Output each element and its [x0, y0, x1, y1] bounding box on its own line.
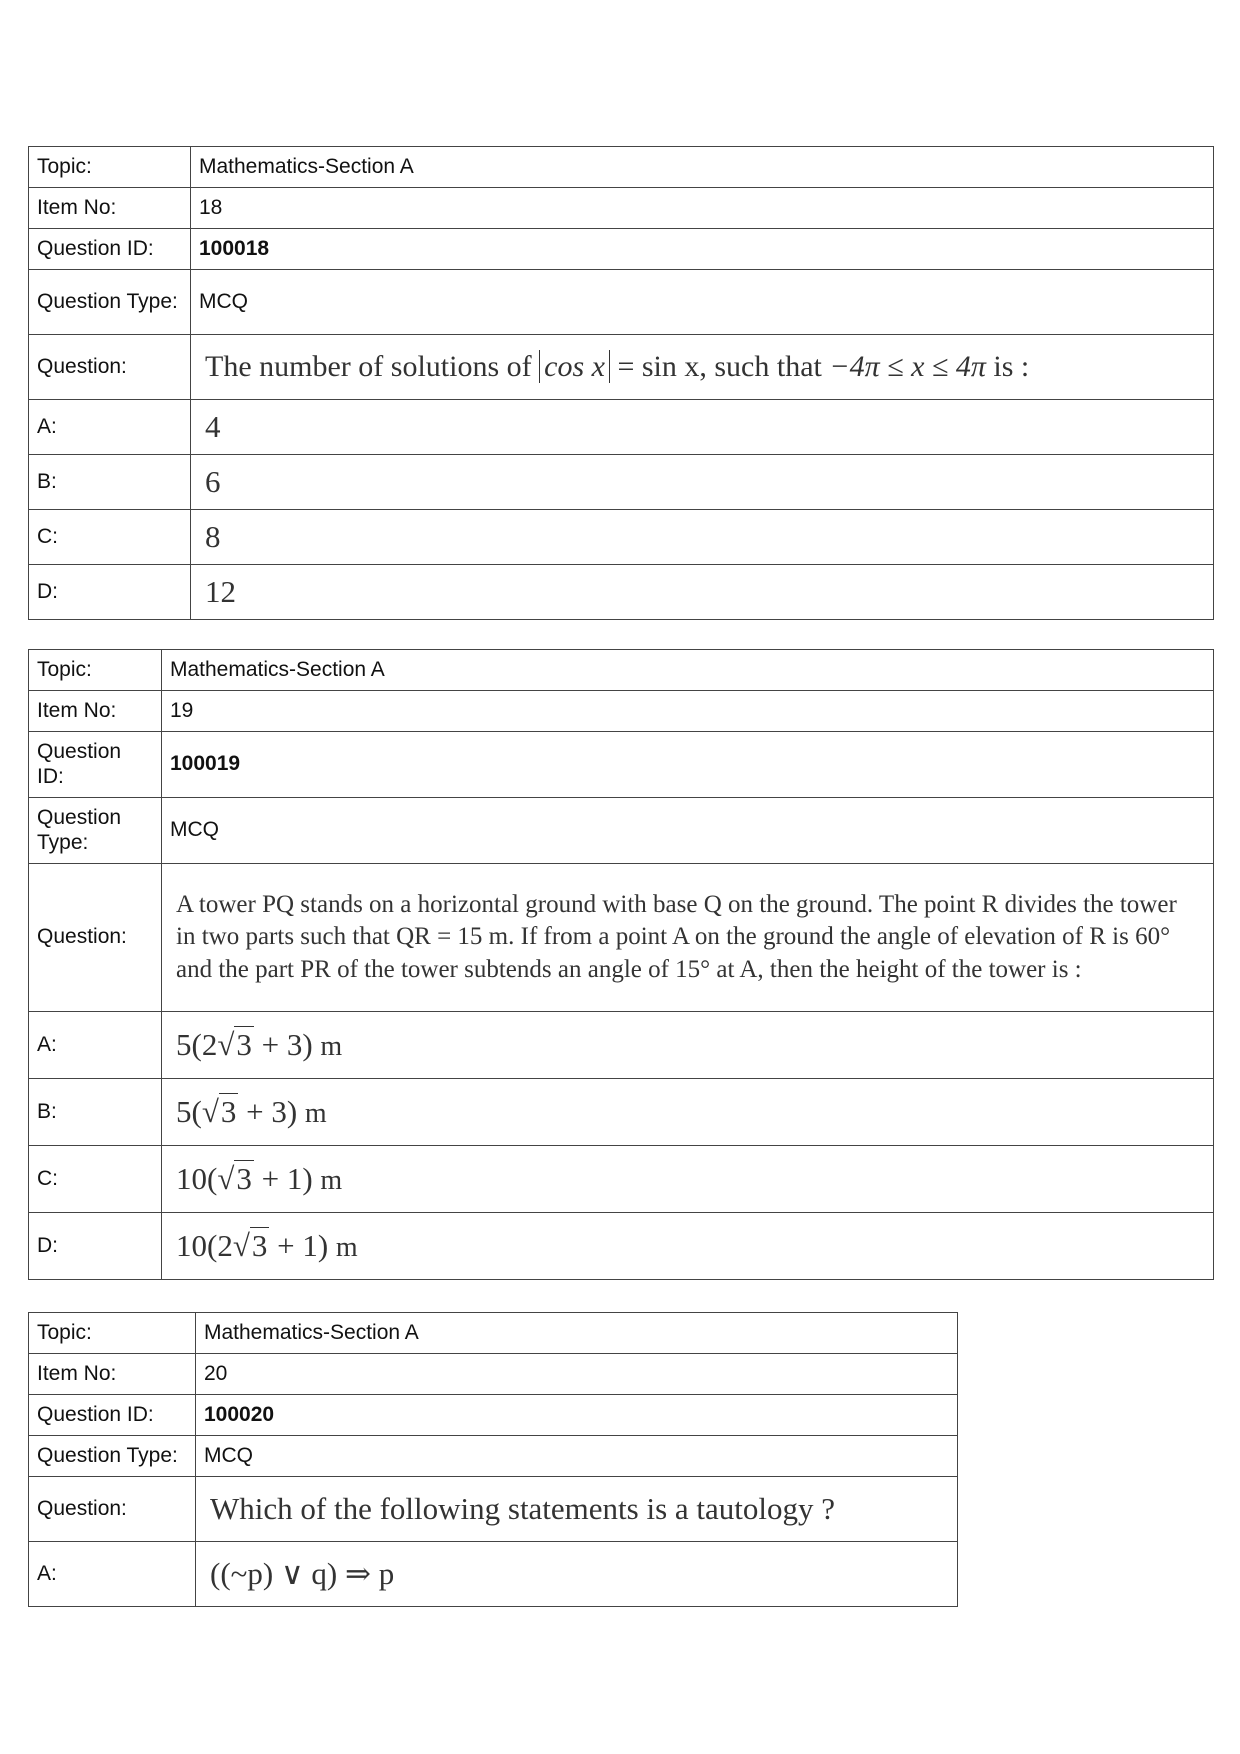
- sqrt-radicand: 3: [236, 1160, 252, 1196]
- question-id-label: Question ID:: [29, 229, 191, 270]
- question-text-abs: cos x: [539, 350, 610, 383]
- option-row-c: [29, 510, 1214, 565]
- question-label: Question:: [29, 1477, 196, 1542]
- question-type-label: Question Type:: [29, 798, 162, 864]
- option-row-a: [29, 400, 1214, 455]
- question-id-value: 100019: [162, 732, 1214, 798]
- option-label: A:: [29, 1012, 162, 1079]
- question-text-pre: The number of solutions of: [205, 349, 540, 383]
- item-no-row: [29, 691, 1214, 732]
- unit: m: [320, 1164, 343, 1196]
- option-value: 8: [191, 510, 1214, 565]
- question-label: Question:: [29, 864, 162, 1012]
- expr-post: + 1): [269, 1227, 329, 1263]
- question-type-label: Question Type:: [29, 270, 191, 335]
- unit: m: [335, 1231, 358, 1263]
- question-text-range: −4π ≤ x ≤ 4π: [829, 349, 986, 383]
- option-label: D:: [29, 565, 191, 620]
- expr-post: + 3): [253, 1026, 313, 1062]
- question-id-label: Question ID:: [29, 1395, 196, 1436]
- sqrt-radicand: 3: [220, 1093, 237, 1129]
- option-label: B:: [29, 1079, 162, 1146]
- option-row-b: [29, 1079, 1214, 1146]
- unit: m: [320, 1030, 343, 1062]
- option-row-c: [29, 1146, 1214, 1213]
- question-type-value: MCQ: [162, 798, 1214, 864]
- question-text: Which of the following statements is a tautology ?: [196, 1477, 958, 1542]
- option-value: 4: [191, 400, 1214, 455]
- question-row: [29, 1477, 958, 1542]
- question-id-value: 100018: [191, 229, 1214, 270]
- option-label: C:: [29, 510, 191, 565]
- question-card-18: [28, 146, 1214, 620]
- item-no-value: 20: [196, 1354, 958, 1395]
- option-value: 6: [191, 455, 1214, 510]
- sqrt-radicand: 3: [236, 1026, 252, 1062]
- expr-pre: 10(2: [176, 1227, 233, 1263]
- option-row-a: [29, 1542, 958, 1607]
- expr-post: + 3): [238, 1093, 298, 1129]
- topic-label: Topic:: [29, 147, 191, 188]
- topic-value: Mathematics-Section A: [196, 1313, 958, 1354]
- expr-post: + 1): [253, 1160, 313, 1196]
- sqrt-radicand: 3: [251, 1227, 268, 1263]
- question-id-value: 100020: [196, 1395, 958, 1436]
- item-no-label: Item No:: [29, 691, 162, 732]
- option-label: B:: [29, 455, 191, 510]
- question-card-20: [28, 1312, 958, 1607]
- topic-label: Topic:: [29, 650, 162, 691]
- option-row-d: [29, 565, 1214, 620]
- topic-value: Mathematics-Section A: [191, 147, 1214, 188]
- item-no-row: [29, 188, 1214, 229]
- expr-pre: 5(2: [176, 1026, 218, 1062]
- option-label: A:: [29, 1542, 196, 1607]
- item-no-row: [29, 1354, 958, 1395]
- question-type-row: [29, 270, 1214, 335]
- question-text-mid: = sin x, such that: [609, 349, 830, 383]
- topic-row: [29, 650, 1214, 691]
- question-type-row: [29, 1436, 958, 1477]
- question-text: [191, 335, 1214, 400]
- item-no-label: Item No:: [29, 188, 191, 229]
- option-row-b: [29, 455, 1214, 510]
- option-value: 10(2√3 + 1) m: [162, 1213, 1214, 1280]
- question-id-label: Question ID:: [29, 732, 162, 798]
- option-row-d: [29, 1213, 1214, 1280]
- question-type-row: [29, 798, 1214, 864]
- unit: m: [304, 1097, 327, 1129]
- option-value: 5(2√3 + 3) m: [162, 1012, 1214, 1079]
- option-value: ((~p) ∨ q) ⇒ p: [196, 1542, 958, 1607]
- question-text: A tower PQ stands on a horizontal ground with base Q on the ground. The point R divides the tower in two parts such that QR = 15 m. If from a point A on the ground the angle of elevation of R is 60° and the part PR of the tower subtends an angle of 15° at A, then the height of the tower is :: [162, 864, 1214, 1012]
- expr-pre: 5(: [176, 1093, 202, 1129]
- option-value: 5(√3 + 3) m: [162, 1079, 1214, 1146]
- item-no-value: 19: [162, 691, 1214, 732]
- option-value: 10(√3 + 1) m: [162, 1146, 1214, 1213]
- option-label: A:: [29, 400, 191, 455]
- question-type-label: Question Type:: [29, 1436, 196, 1477]
- question-label: Question:: [29, 335, 191, 400]
- topic-value: Mathematics-Section A: [162, 650, 1214, 691]
- question-id-row: [29, 1395, 958, 1436]
- question-type-value: MCQ: [196, 1436, 958, 1477]
- expr-pre: 10(: [176, 1160, 218, 1196]
- option-label: C:: [29, 1146, 162, 1213]
- option-label: D:: [29, 1213, 162, 1280]
- option-row-a: [29, 1012, 1214, 1079]
- item-no-label: Item No:: [29, 1354, 196, 1395]
- question-id-row: [29, 732, 1214, 798]
- question-type-value: MCQ: [191, 270, 1214, 335]
- question-text-post: is :: [985, 349, 1030, 383]
- question-card-19: [28, 649, 1214, 1280]
- question-row: [29, 864, 1214, 1012]
- topic-row: [29, 147, 1214, 188]
- topic-row: [29, 1313, 958, 1354]
- question-id-row: [29, 229, 1214, 270]
- option-value: 12: [191, 565, 1214, 620]
- question-row: [29, 335, 1214, 400]
- topic-label: Topic:: [29, 1313, 196, 1354]
- item-no-value: 18: [191, 188, 1214, 229]
